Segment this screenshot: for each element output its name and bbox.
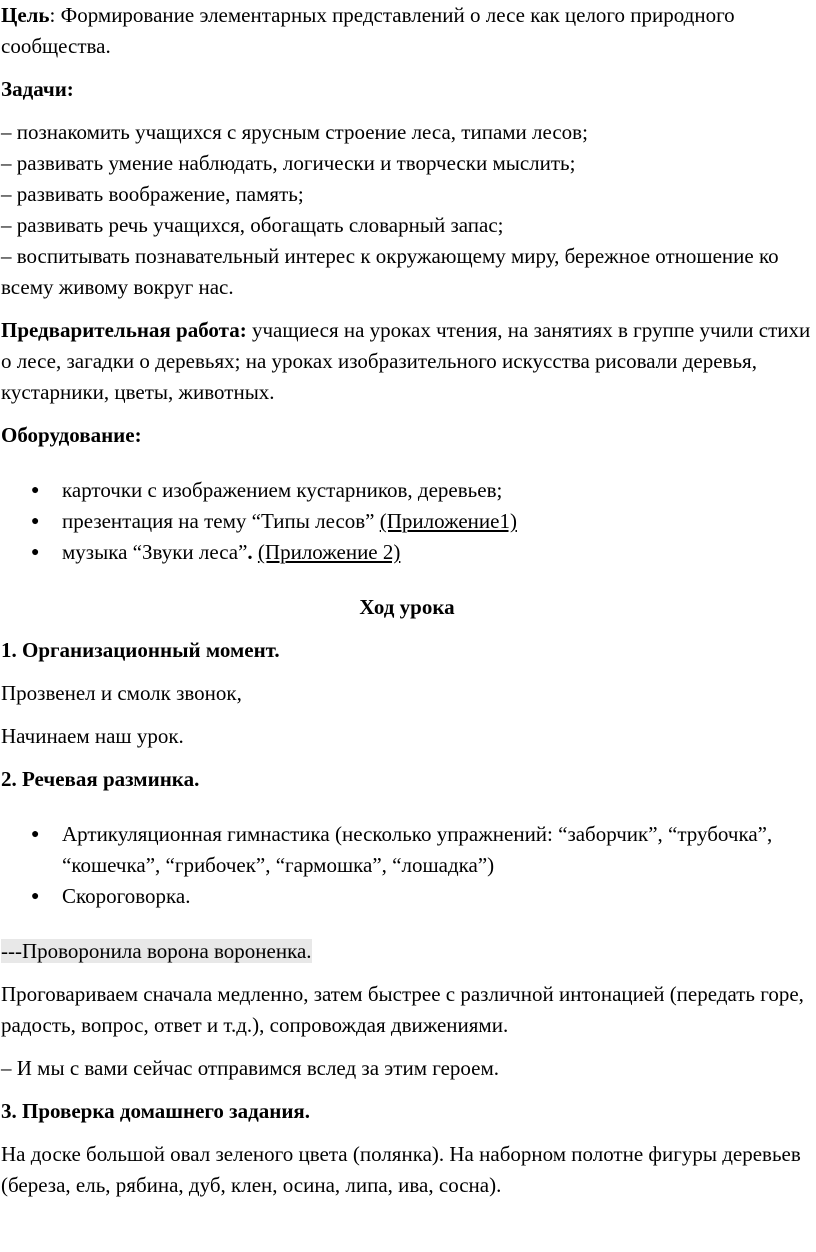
warmup-item-text: Скороговорка.: [62, 884, 191, 908]
bullet-icon: ●: [31, 483, 40, 498]
equipment-list: [1, 475, 813, 568]
prework-text: учащиеся на уроках чтения, на занятиях в группе учили стихи о лесе, загадки о деревьях; на уроках изобразительного искусства рисовали деревья, кустарники, цветы, животных.: [1, 318, 811, 404]
prework-paragraph: [1, 315, 813, 408]
task-item: – развивать воображение, память;: [1, 182, 304, 206]
task-item: – воспитывать познавательный интерес к окружающему миру, бережное отношение ко всему живому вокруг нас.: [1, 244, 779, 299]
list-item: [1, 881, 813, 912]
section-3-title: 3. Проверка домашнего задания.: [1, 1099, 311, 1123]
equipment-heading: Оборудование:: [1, 423, 142, 447]
tongue-twister: ---Проворонила ворона вороненка.: [1, 939, 312, 963]
goal-text: : Формирование элементарных представлений о лесе как целого природного сообщества.: [1, 3, 735, 58]
bullet-icon: ●: [31, 545, 40, 560]
bullet-icon: ●: [31, 514, 40, 529]
equipment-item-text: презентация на тему “Типы лесов”: [62, 509, 380, 533]
warmup-paragraph: – И мы с вами сейчас отправимся вслед за этим героем.: [1, 1056, 500, 1080]
tasks-heading: Задачи:: [1, 77, 74, 101]
section-2-title: 2. Речевая разминка.: [1, 767, 200, 791]
tasks-list: [1, 117, 813, 303]
equipment-item-text: музыка “Звуки леса”: [62, 540, 248, 564]
task-item: – познакомить учащихся с ярусным строение леса, типами лесов;: [1, 120, 588, 144]
lesson-title: Ход урока: [359, 595, 455, 619]
bullet-icon: ●: [31, 827, 40, 842]
prework-label: Предварительная работа:: [1, 318, 247, 342]
bullet-icon: ●: [31, 889, 40, 904]
warmup-list: [1, 819, 813, 912]
warmup-paragraph: Проговариваем сначала медленно, затем быстрее с различной интонацией (передать горе, радость, вопрос, ответ и т.д.), сопровождая движениями.: [1, 982, 804, 1037]
task-item: – развивать речь учащихся, обогащать словарный запас;: [1, 213, 504, 237]
appendix-1-link[interactable]: (Приложение1): [379, 509, 517, 533]
poem-line: Прозвенел и смолк звонок,: [1, 681, 242, 705]
equipment-item-text: карточки с изображением кустарников, деревьев;: [62, 478, 503, 502]
section-1-title: 1. Организационный момент.: [1, 638, 280, 662]
appendix-2-link[interactable]: (Приложение 2): [257, 540, 401, 564]
equipment-item-sep: .: [247, 540, 258, 564]
task-item: – развивать умение наблюдать, логически и творчески мыслить;: [1, 151, 576, 175]
homework-paragraph: На доске большой овал зеленого цвета (полянка). На наборном полотне фигуры деревьев (береза, ель, рябина, дуб, клен, осина, липа, ива, сосна).: [1, 1142, 801, 1197]
goal-label: Цель: [1, 3, 50, 27]
list-item: [1, 819, 813, 881]
poem-line: Начинаем наш урок.: [1, 724, 184, 748]
list-item: [1, 537, 813, 568]
list-item: [1, 506, 813, 537]
goal-paragraph: [1, 0, 813, 62]
tongue-twister-line: [1, 936, 813, 967]
warmup-item-text: Артикуляционная гимнастика (несколько упражнений: “заборчик”, “трубочка”, “кошечка”, “грибочек”, “гармошка”, “лошадка”): [62, 822, 773, 877]
list-item: [1, 475, 813, 506]
